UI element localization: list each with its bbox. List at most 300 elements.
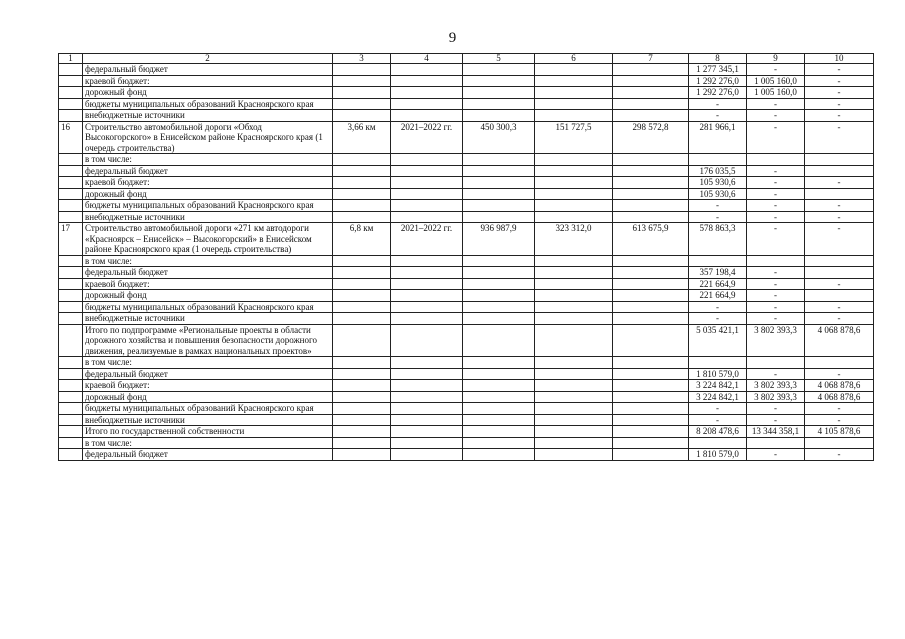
col7-cell: [613, 278, 689, 290]
amount-cell: 3 224 842,1: [689, 391, 747, 403]
row-number-cell: [59, 391, 83, 403]
row-number-cell: [59, 177, 83, 189]
column-header: 7: [613, 54, 689, 64]
row-number-cell: [59, 357, 83, 369]
amount-cell: 105 930,6: [689, 177, 747, 189]
table-row: [59, 154, 874, 166]
row-number-cell: [59, 75, 83, 87]
table-row: [59, 301, 874, 313]
cost-cell: 936 987,9: [463, 223, 535, 256]
budget-table: [58, 53, 874, 461]
row-number-cell: [59, 380, 83, 392]
table-row: [59, 200, 874, 212]
col7-cell: [613, 357, 689, 369]
cost-cell: [463, 75, 535, 87]
cost-cell: [463, 165, 535, 177]
period-cell: [391, 403, 463, 415]
table-row: [59, 391, 874, 403]
length-cell: [333, 98, 391, 110]
col7-cell: 613 675,9: [613, 223, 689, 256]
col7-cell: [613, 75, 689, 87]
amount-cell: -: [747, 267, 805, 279]
col6-cell: [535, 211, 613, 223]
length-cell: [333, 449, 391, 461]
table-row: [59, 426, 874, 438]
row-number-cell: [59, 165, 83, 177]
cost-cell: [463, 87, 535, 99]
amount-cell: -: [805, 278, 874, 290]
col6-cell: [535, 403, 613, 415]
col6-cell: [535, 414, 613, 426]
col7-cell: [613, 368, 689, 380]
length-cell: [333, 301, 391, 313]
amount-cell: 221 664,9: [689, 290, 747, 302]
length-cell: 3,66 км: [333, 121, 391, 154]
cost-cell: [463, 426, 535, 438]
amount-cell: 1 810 579,0: [689, 368, 747, 380]
table-row: [59, 324, 874, 357]
col7-cell: [613, 98, 689, 110]
col6-cell: [535, 200, 613, 212]
table-row: [59, 110, 874, 122]
amount-cell: 3 802 393,3: [747, 324, 805, 357]
amount-cell: 13 344 358,1: [747, 426, 805, 438]
description-cell: в том числе:: [83, 437, 333, 449]
row-number-cell: [59, 110, 83, 122]
col7-cell: [613, 64, 689, 76]
length-cell: [333, 313, 391, 325]
amount-cell: -: [747, 223, 805, 256]
amount-cell: [747, 437, 805, 449]
amount-cell: -: [747, 121, 805, 154]
amount-cell: -: [805, 110, 874, 122]
period-cell: [391, 267, 463, 279]
description-cell: бюджеты муниципальных образований Красноярского края: [83, 301, 333, 313]
table-row: [59, 165, 874, 177]
col7-cell: [613, 200, 689, 212]
col7-cell: [613, 391, 689, 403]
description-cell: в том числе:: [83, 255, 333, 267]
length-cell: [333, 165, 391, 177]
row-number-cell: [59, 200, 83, 212]
col6-cell: [535, 98, 613, 110]
amount-cell: -: [805, 98, 874, 110]
length-cell: [333, 414, 391, 426]
col7-cell: [613, 437, 689, 449]
cost-cell: [463, 313, 535, 325]
col7-cell: [613, 154, 689, 166]
amount-cell: [805, 188, 874, 200]
amount-cell: -: [689, 110, 747, 122]
amount-cell: [805, 357, 874, 369]
amount-cell: -: [689, 200, 747, 212]
col6-cell: [535, 290, 613, 302]
amount-cell: -: [689, 211, 747, 223]
table-row: [59, 368, 874, 380]
amount-cell: -: [747, 165, 805, 177]
length-cell: [333, 267, 391, 279]
cost-cell: [463, 437, 535, 449]
amount-cell: 5 035 421,1: [689, 324, 747, 357]
amount-cell: -: [805, 301, 874, 313]
amount-cell: -: [689, 403, 747, 415]
length-cell: [333, 200, 391, 212]
amount-cell: -: [747, 290, 805, 302]
period-cell: 2021–2022 гг.: [391, 223, 463, 256]
description-cell: в том числе:: [83, 357, 333, 369]
col6-cell: [535, 391, 613, 403]
row-number-cell: 17: [59, 223, 83, 256]
table-row: [59, 403, 874, 415]
column-header: 8: [689, 54, 747, 64]
period-cell: [391, 357, 463, 369]
amount-cell: 4 105 878,6: [805, 426, 874, 438]
col7-cell: [613, 324, 689, 357]
length-cell: [333, 188, 391, 200]
amount-cell: [805, 165, 874, 177]
amount-cell: -: [747, 278, 805, 290]
amount-cell: [689, 154, 747, 166]
description-cell: федеральный бюджет: [83, 64, 333, 76]
amount-cell: [805, 267, 874, 279]
period-cell: [391, 414, 463, 426]
amount-cell: -: [689, 313, 747, 325]
column-header: 10: [805, 54, 874, 64]
period-cell: [391, 313, 463, 325]
row-number-cell: [59, 267, 83, 279]
amount-cell: -: [747, 301, 805, 313]
cost-cell: [463, 154, 535, 166]
cost-cell: [463, 188, 535, 200]
length-cell: [333, 278, 391, 290]
col7-cell: [613, 380, 689, 392]
col6-cell: [535, 110, 613, 122]
amount-cell: 281 966,1: [689, 121, 747, 154]
amount-cell: 1 277 345,1: [689, 64, 747, 76]
amount-cell: -: [747, 98, 805, 110]
row-number-cell: [59, 301, 83, 313]
period-cell: [391, 426, 463, 438]
amount-cell: -: [805, 87, 874, 99]
amount-cell: 3 802 393,3: [747, 380, 805, 392]
table-row: [59, 290, 874, 302]
description-cell: краевой бюджет:: [83, 380, 333, 392]
amount-cell: -: [747, 211, 805, 223]
period-cell: [391, 437, 463, 449]
column-header: 4: [391, 54, 463, 64]
period-cell: [391, 324, 463, 357]
amount-cell: 1 005 160,0: [747, 75, 805, 87]
col6-cell: 151 727,5: [535, 121, 613, 154]
col7-cell: [613, 255, 689, 267]
description-cell: федеральный бюджет: [83, 165, 333, 177]
amount-cell: 4 068 878,6: [805, 391, 874, 403]
amount-cell: -: [805, 121, 874, 154]
length-cell: [333, 75, 391, 87]
length-cell: [333, 290, 391, 302]
cost-cell: [463, 380, 535, 392]
amount-cell: -: [747, 64, 805, 76]
col7-cell: 298 572,8: [613, 121, 689, 154]
amount-cell: 221 664,9: [689, 278, 747, 290]
col7-cell: [613, 301, 689, 313]
amount-cell: -: [805, 449, 874, 461]
row-number-cell: [59, 154, 83, 166]
table-row: [59, 64, 874, 76]
row-number-cell: [59, 278, 83, 290]
row-number-cell: [59, 437, 83, 449]
col7-cell: [613, 414, 689, 426]
period-cell: [391, 75, 463, 87]
cost-cell: [463, 324, 535, 357]
amount-cell: 1 292 276,0: [689, 87, 747, 99]
column-header: 5: [463, 54, 535, 64]
cost-cell: [463, 200, 535, 212]
row-number-cell: [59, 313, 83, 325]
amount-cell: 1 292 276,0: [689, 75, 747, 87]
col6-cell: [535, 437, 613, 449]
description-cell: федеральный бюджет: [83, 449, 333, 461]
period-cell: [391, 188, 463, 200]
row-number-cell: [59, 403, 83, 415]
amount-cell: [805, 290, 874, 302]
description-cell: бюджеты муниципальных образований Красноярского края: [83, 98, 333, 110]
period-cell: [391, 200, 463, 212]
cost-cell: [463, 110, 535, 122]
col7-cell: [613, 211, 689, 223]
table-row: [59, 255, 874, 267]
column-header: 6: [535, 54, 613, 64]
col7-cell: [613, 426, 689, 438]
length-cell: [333, 110, 391, 122]
table-row: [59, 278, 874, 290]
table-header-row: [59, 54, 874, 64]
table-row: [59, 380, 874, 392]
amount-cell: -: [689, 414, 747, 426]
amount-cell: 8 208 478,6: [689, 426, 747, 438]
amount-cell: -: [805, 64, 874, 76]
amount-cell: -: [805, 403, 874, 415]
cost-cell: [463, 177, 535, 189]
period-cell: [391, 165, 463, 177]
description-cell: дорожный фонд: [83, 188, 333, 200]
period-cell: [391, 255, 463, 267]
row-number-cell: [59, 87, 83, 99]
page-number: 9: [448, 30, 457, 46]
amount-cell: -: [689, 301, 747, 313]
col7-cell: [613, 87, 689, 99]
table-row: [59, 188, 874, 200]
amount-cell: 1 810 579,0: [689, 449, 747, 461]
amount-cell: -: [747, 403, 805, 415]
cost-cell: [463, 368, 535, 380]
amount-cell: [747, 357, 805, 369]
amount-cell: -: [805, 200, 874, 212]
column-header: 3: [333, 54, 391, 64]
row-number-cell: 16: [59, 121, 83, 154]
amount-cell: 1 005 160,0: [747, 87, 805, 99]
table-row: [59, 437, 874, 449]
cost-cell: [463, 301, 535, 313]
amount-cell: -: [747, 110, 805, 122]
amount-cell: 176 035,5: [689, 165, 747, 177]
amount-cell: -: [805, 75, 874, 87]
description-cell: дорожный фонд: [83, 87, 333, 99]
table-row: [59, 211, 874, 223]
amount-cell: -: [747, 368, 805, 380]
table-row: [59, 357, 874, 369]
description-cell: краевой бюджет:: [83, 75, 333, 87]
cost-cell: [463, 414, 535, 426]
row-number-cell: [59, 64, 83, 76]
length-cell: [333, 177, 391, 189]
period-cell: [391, 278, 463, 290]
col7-cell: [613, 177, 689, 189]
length-cell: [333, 324, 391, 357]
amount-cell: 3 224 842,1: [689, 380, 747, 392]
length-cell: [333, 391, 391, 403]
period-cell: [391, 391, 463, 403]
period-cell: [391, 380, 463, 392]
length-cell: [333, 368, 391, 380]
table-row: [59, 223, 874, 256]
col6-cell: [535, 426, 613, 438]
cost-cell: [463, 98, 535, 110]
length-cell: 6,8 км: [333, 223, 391, 256]
description-cell: внебюджетные источники: [83, 414, 333, 426]
table-row: [59, 87, 874, 99]
column-header: 2: [83, 54, 333, 64]
col7-cell: [613, 403, 689, 415]
cost-cell: [463, 403, 535, 415]
table-row: [59, 121, 874, 154]
description-cell: внебюджетные источники: [83, 110, 333, 122]
period-cell: [391, 177, 463, 189]
period-cell: [391, 154, 463, 166]
col7-cell: [613, 267, 689, 279]
amount-cell: 578 863,3: [689, 223, 747, 256]
amount-cell: -: [805, 223, 874, 256]
cost-cell: [463, 255, 535, 267]
cost-cell: [463, 64, 535, 76]
col6-cell: [535, 165, 613, 177]
period-cell: [391, 301, 463, 313]
table-row: [59, 177, 874, 189]
row-number-cell: [59, 414, 83, 426]
amount-cell: -: [805, 313, 874, 325]
row-number-cell: [59, 324, 83, 357]
col7-cell: [613, 188, 689, 200]
cost-cell: [463, 449, 535, 461]
amount-cell: -: [805, 211, 874, 223]
table-row: [59, 414, 874, 426]
length-cell: [333, 87, 391, 99]
amount-cell: -: [805, 368, 874, 380]
cost-cell: [463, 290, 535, 302]
description-cell: краевой бюджет:: [83, 177, 333, 189]
cost-cell: [463, 391, 535, 403]
amount-cell: -: [747, 449, 805, 461]
table-row: [59, 313, 874, 325]
length-cell: [333, 380, 391, 392]
length-cell: [333, 403, 391, 415]
col7-cell: [613, 110, 689, 122]
length-cell: [333, 64, 391, 76]
amount-cell: -: [747, 313, 805, 325]
period-cell: [391, 290, 463, 302]
col6-cell: [535, 357, 613, 369]
amount-cell: -: [747, 200, 805, 212]
row-number-cell: [59, 211, 83, 223]
amount-cell: 357 198,4: [689, 267, 747, 279]
col6-cell: [535, 380, 613, 392]
amount-cell: 3 802 393,3: [747, 391, 805, 403]
length-cell: [333, 426, 391, 438]
cost-cell: [463, 267, 535, 279]
amount-cell: -: [805, 414, 874, 426]
amount-cell: [747, 255, 805, 267]
description-cell: краевой бюджет:: [83, 278, 333, 290]
length-cell: [333, 255, 391, 267]
period-cell: [391, 87, 463, 99]
col7-cell: [613, 449, 689, 461]
row-number-cell: [59, 188, 83, 200]
amount-cell: [805, 154, 874, 166]
table-row: [59, 267, 874, 279]
description-cell: внебюджетные источники: [83, 313, 333, 325]
description-cell: бюджеты муниципальных образований Красноярского края: [83, 403, 333, 415]
col6-cell: [535, 301, 613, 313]
amount-cell: -: [689, 98, 747, 110]
description-cell: дорожный фонд: [83, 391, 333, 403]
col7-cell: [613, 165, 689, 177]
period-cell: [391, 449, 463, 461]
row-number-cell: [59, 98, 83, 110]
amount-cell: [689, 357, 747, 369]
col6-cell: [535, 324, 613, 357]
amount-cell: [689, 437, 747, 449]
table-row: [59, 98, 874, 110]
amount-cell: -: [747, 177, 805, 189]
col6-cell: [535, 278, 613, 290]
description-cell: Строительство автомобильной дороги «Обход Высокогорского» в Енисейском районе Красноярского края (1 очередь строительства): [83, 121, 333, 154]
col6-cell: [535, 87, 613, 99]
col6-cell: [535, 177, 613, 189]
description-cell: бюджеты муниципальных образований Красноярского края: [83, 200, 333, 212]
length-cell: [333, 154, 391, 166]
amount-cell: [805, 255, 874, 267]
col6-cell: 323 312,0: [535, 223, 613, 256]
column-header: 1: [59, 54, 83, 64]
cost-cell: [463, 211, 535, 223]
period-cell: [391, 64, 463, 76]
col6-cell: [535, 368, 613, 380]
length-cell: [333, 211, 391, 223]
period-cell: [391, 368, 463, 380]
cost-cell: [463, 278, 535, 290]
col6-cell: [535, 449, 613, 461]
col7-cell: [613, 313, 689, 325]
amount-cell: -: [747, 414, 805, 426]
row-number-cell: [59, 426, 83, 438]
period-cell: [391, 110, 463, 122]
col6-cell: [535, 255, 613, 267]
row-number-cell: [59, 368, 83, 380]
amount-cell: [747, 154, 805, 166]
cost-cell: [463, 357, 535, 369]
description-cell: в том числе:: [83, 154, 333, 166]
description-cell: федеральный бюджет: [83, 368, 333, 380]
